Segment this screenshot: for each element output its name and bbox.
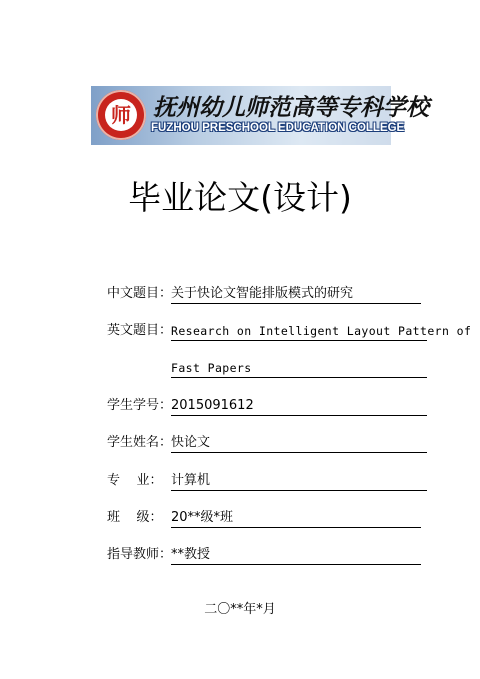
field-value-line: [171, 397, 427, 416]
field-value: Research on Intelligent Layout Pattern of: [171, 324, 472, 338]
field-label: 指导教师：: [107, 547, 173, 562]
college-seal-icon: [96, 90, 146, 140]
seal-character: 师: [111, 103, 131, 127]
field-value-line: [171, 285, 421, 304]
field-value-line: [171, 472, 427, 491]
field-label: 专 业：: [107, 473, 163, 488]
field-value-line: [171, 322, 472, 341]
field-value: 2015091612: [171, 398, 254, 413]
field-value: Fast Papers: [171, 361, 252, 375]
field-value: 20**级*班: [171, 510, 234, 525]
field-value-line: [171, 509, 421, 528]
field-value-line: [171, 546, 421, 565]
field-label: 中文题目：: [107, 286, 173, 301]
field-value: 快论文: [171, 435, 211, 450]
college-name-english: FUZHOU PRESCHOOL EDUCATION COLLEGE: [151, 122, 405, 134]
college-name-chinese: 抚州幼儿师范高等专科学校: [153, 94, 429, 121]
document-title: 毕业论文(设计): [128, 178, 352, 217]
submission-date: 二〇**年*月: [204, 602, 276, 617]
field-label: 学生学号：: [107, 398, 173, 413]
field-label: 英文题目：: [107, 323, 173, 338]
field-value: **教授: [171, 547, 211, 562]
college-banner: [91, 86, 429, 145]
field-value-line: [171, 359, 427, 378]
field-value-line: [171, 434, 427, 453]
field-value: 关于快论文智能排版模式的研究: [171, 286, 354, 301]
field-value: 计算机: [171, 473, 211, 488]
field-label: 学生姓名：: [107, 435, 173, 450]
field-label: 班 级：: [107, 510, 163, 525]
